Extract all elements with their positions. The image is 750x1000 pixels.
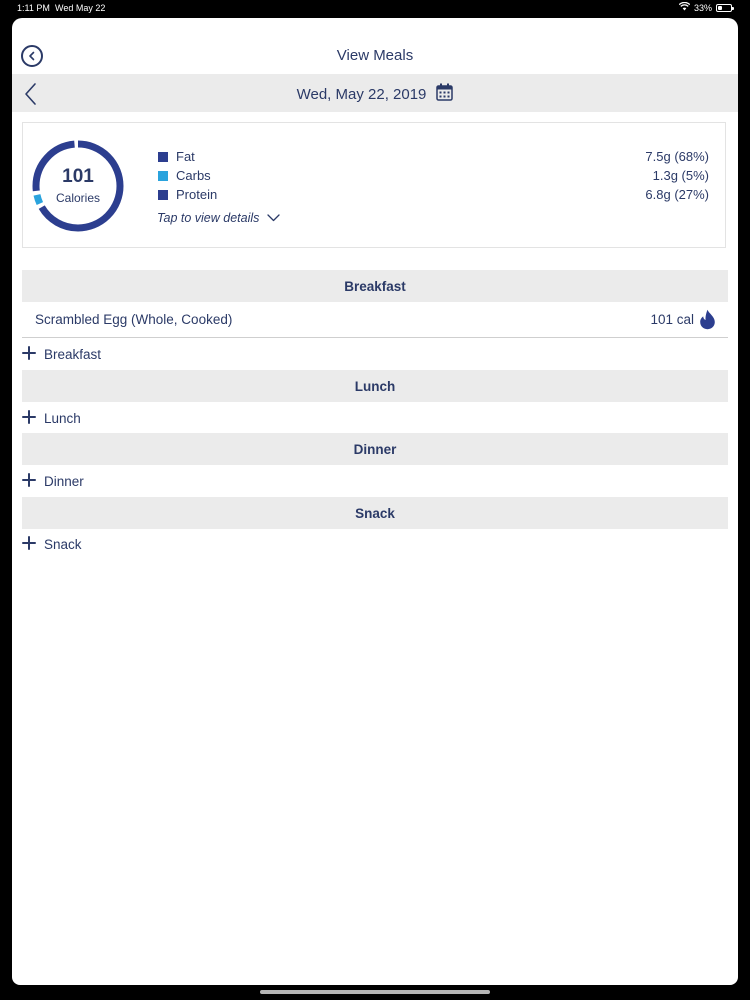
add-breakfast-button[interactable] bbox=[22, 338, 101, 370]
food-name: Scrambled Egg (Whole, Cooked) bbox=[35, 312, 233, 327]
status-time: 1:11 PM bbox=[17, 3, 50, 13]
chevron-down-icon bbox=[267, 211, 280, 225]
macro-value-fat: 7.5g (68%) bbox=[645, 149, 709, 164]
meal-header-breakfast: Breakfast bbox=[22, 270, 728, 302]
nav-bar bbox=[12, 18, 738, 74]
battery-percent: 33% bbox=[693, 2, 712, 13]
plus-icon bbox=[22, 536, 36, 553]
calorie-ring-label bbox=[29, 137, 127, 235]
current-date: Wed, May 22, 2019 bbox=[296, 86, 427, 103]
nutrition-summary-card[interactable] bbox=[22, 122, 726, 248]
add-dinner-button[interactable] bbox=[22, 465, 84, 497]
date-picker[interactable] bbox=[12, 83, 738, 106]
battery-icon bbox=[716, 4, 732, 12]
plus-icon bbox=[22, 410, 36, 427]
home-indicator bbox=[260, 990, 490, 994]
plus-icon bbox=[22, 473, 36, 490]
flame-icon bbox=[699, 309, 716, 333]
plus-icon bbox=[22, 346, 36, 363]
details-label: Tap to view details bbox=[157, 211, 260, 225]
add-lunch-label: Lunch bbox=[44, 410, 81, 426]
status-bar bbox=[0, 0, 750, 16]
status-date: Wed May 22 bbox=[55, 3, 106, 13]
macro-value-carbs: 1.3g (5%) bbox=[652, 168, 709, 183]
date-bar bbox=[12, 74, 738, 112]
add-breakfast-label: Breakfast bbox=[44, 346, 102, 362]
macro-row-protein bbox=[157, 187, 709, 206]
macro-swatch-fat bbox=[158, 152, 168, 162]
macro-name-carbs: Carbs bbox=[176, 168, 211, 183]
wifi-icon bbox=[679, 2, 690, 13]
macro-value-protein: 6.8g (27%) bbox=[645, 187, 709, 202]
calorie-unit: Calories bbox=[55, 191, 100, 205]
battery-fill bbox=[718, 6, 722, 10]
page-title: View Meals bbox=[336, 47, 414, 64]
view-meals-sheet bbox=[12, 18, 738, 985]
macro-name-protein: Protein bbox=[176, 187, 218, 202]
meal-header-lunch: Lunch bbox=[22, 370, 728, 402]
calorie-count: 101 bbox=[62, 166, 94, 187]
macro-row-carbs bbox=[157, 168, 709, 187]
add-snack-button[interactable] bbox=[22, 528, 82, 560]
calendar-icon[interactable] bbox=[436, 83, 453, 106]
macro-name-fat: Fat bbox=[176, 149, 195, 164]
view-details-link[interactable] bbox=[157, 211, 280, 225]
macro-swatch-carbs bbox=[158, 171, 168, 181]
macro-row-fat bbox=[157, 149, 709, 168]
food-calories: 101 cal bbox=[650, 312, 694, 327]
food-item-row[interactable] bbox=[22, 302, 728, 338]
macro-swatch-protein bbox=[158, 190, 168, 200]
meal-header-dinner: Dinner bbox=[22, 433, 728, 465]
macro-list bbox=[157, 149, 709, 206]
status-right bbox=[679, 2, 732, 13]
add-lunch-button[interactable] bbox=[22, 402, 81, 434]
meal-header-snack: Snack bbox=[22, 497, 728, 529]
add-snack-label: Snack bbox=[44, 536, 82, 552]
add-dinner-label: Dinner bbox=[44, 473, 84, 489]
